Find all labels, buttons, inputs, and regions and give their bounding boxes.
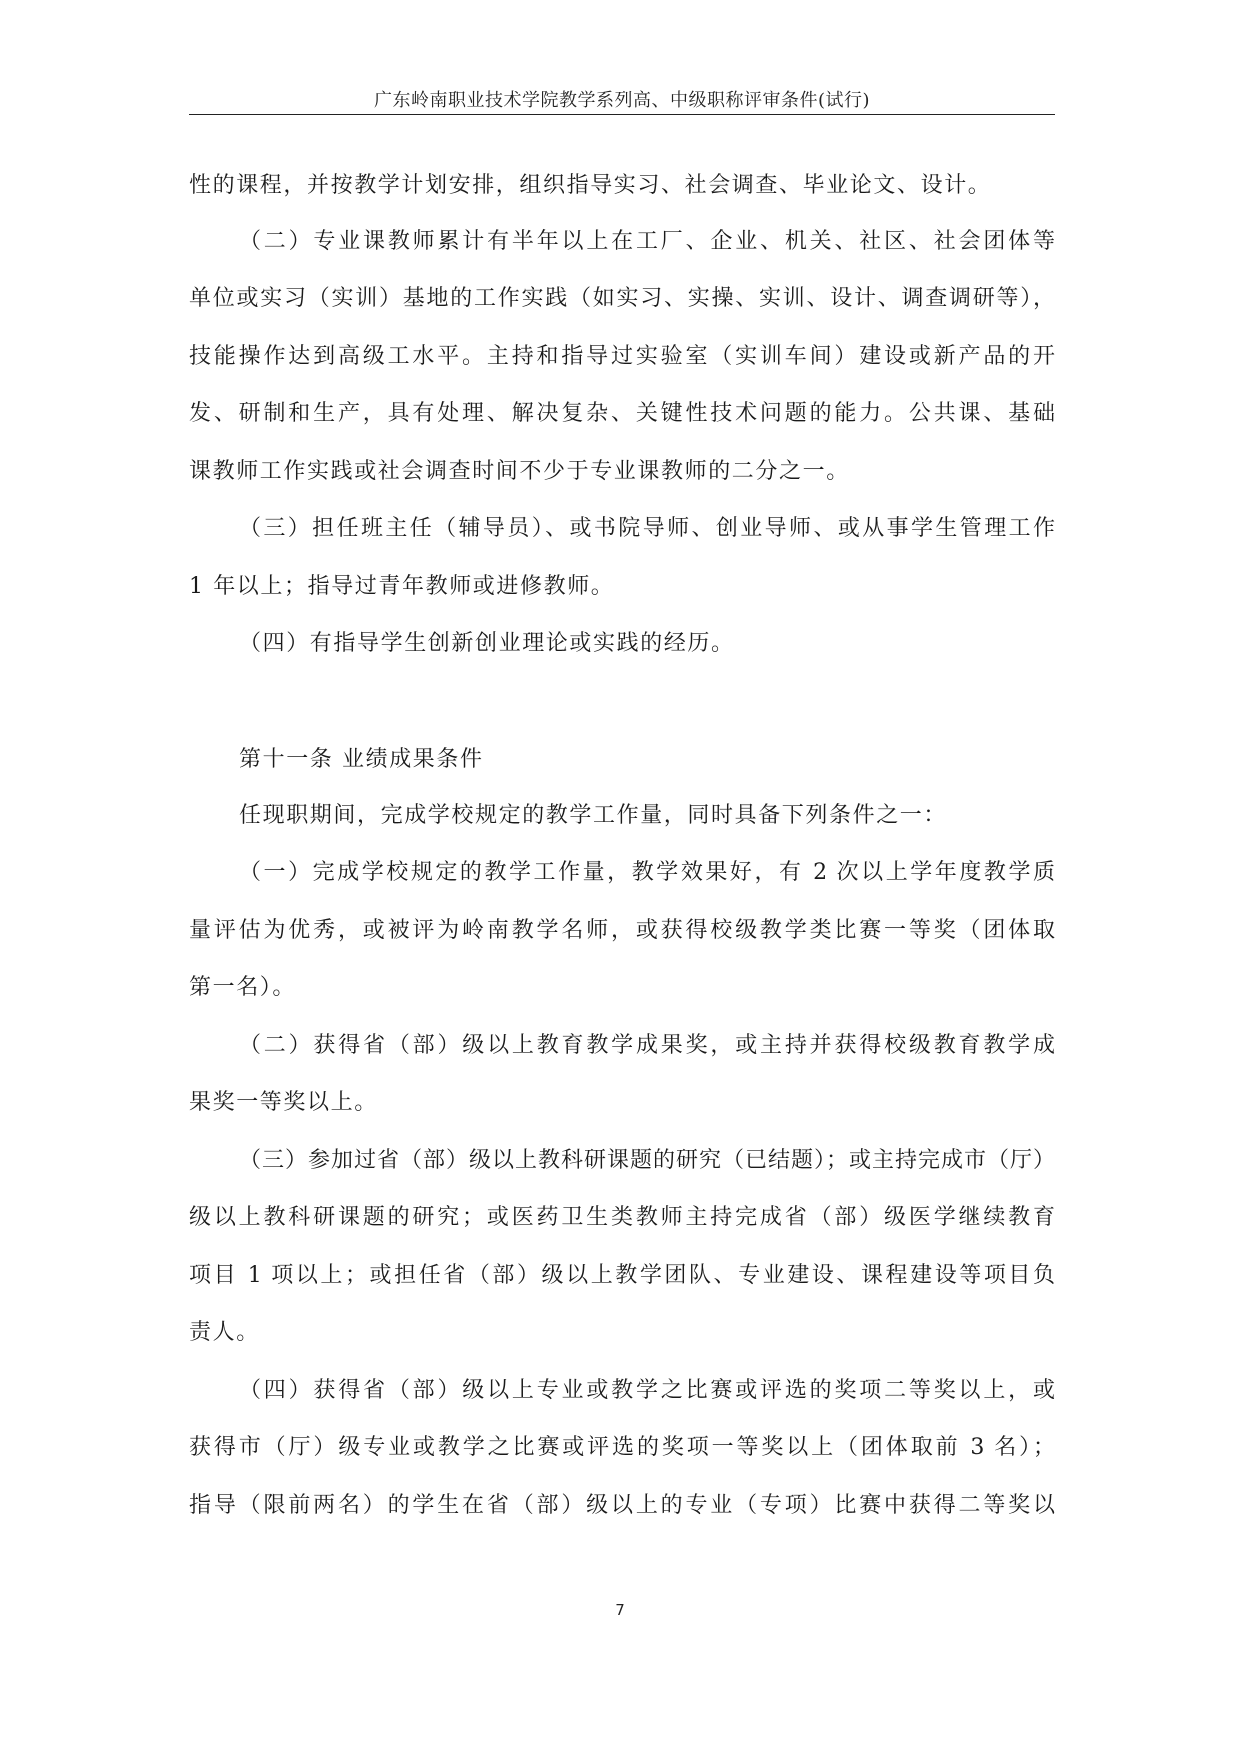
body-line: 责人。 xyxy=(189,1320,260,1345)
header-rule xyxy=(189,114,1055,115)
body-line: （三）担任班主任（辅导员）、或书院导师、创业导师、或从事学生管理工作 xyxy=(239,516,1055,541)
body-line: 级以上教科研课题的研究；或医药卫生类教师主持完成省（部）级医学继续教育 xyxy=(189,1205,1055,1230)
body-line: 1 年以上；指导过青年教师或进修教师。 xyxy=(189,574,615,599)
body-line: 果奖一等奖以上。 xyxy=(189,1090,378,1115)
body-line: 课教师工作实践或社会调查时间不少于专业课教师的二分之一。 xyxy=(189,459,850,484)
page-number: 7 xyxy=(615,1601,625,1619)
body-line: （二）获得省（部）级以上教育教学成果奖，或主持并获得校级教育教学成 xyxy=(239,1033,1055,1058)
body-line: 发、研制和生产，具有处理、解决复杂、关键性技术问题的能力。公共课、基础 xyxy=(189,401,1055,426)
body-line: 指导（限前两名）的学生在省（部）级以上的专业（专项）比赛中获得二等奖以 xyxy=(189,1493,1055,1518)
body-line: （四）有指导学生创新创业理论或实践的经历。 xyxy=(239,631,735,656)
body-line: （三）参加过省（部）级以上教科研课题的研究（已结题）；或主持完成市（厅） xyxy=(239,1148,1055,1173)
body-line: 任现职期间，完成学校规定的教学工作量，同时具备下列条件之一： xyxy=(239,803,948,828)
body-line: 量评估为优秀，或被评为岭南教学名师，或获得校级教学类比赛一等奖（团体取 xyxy=(189,918,1055,943)
body-line: 项目 1 项以上；或担任省（部）级以上教学团队、专业建设、课程建设等项目负 xyxy=(189,1263,1055,1288)
body-line: 获得市（厅）级专业或教学之比赛或评选的奖项一等奖以上（团体取前 3 名）； xyxy=(189,1435,1055,1460)
article-heading: 第十一条 业绩成果条件 xyxy=(239,747,484,772)
body-line: 技能操作达到高级工水平。主持和指导过实验室（实训车间）建设或新产品的开 xyxy=(189,344,1055,369)
body-line: （一）完成学校规定的教学工作量，教学效果好，有 2 次以上学年度教学质 xyxy=(239,860,1055,885)
body-line: 性的课程，并按教学计划安排，组织指导实习、社会调查、毕业论文、设计。 xyxy=(189,173,992,198)
body-line: （四）获得省（部）级以上专业或教学之比赛或评选的奖项二等奖以上，或 xyxy=(239,1378,1055,1403)
body-line: 第一名）。 xyxy=(189,975,297,1000)
body-line: 单位或实习（实训）基地的工作实践（如实习、实操、实训、设计、调查调研等）， xyxy=(189,286,1055,311)
body-line: （二）专业课教师累计有半年以上在工厂、企业、机关、社区、社会团体等 xyxy=(239,229,1055,254)
page-header: 广东岭南职业技术学院教学系列高、中级职称评审条件(试行) xyxy=(373,90,871,111)
